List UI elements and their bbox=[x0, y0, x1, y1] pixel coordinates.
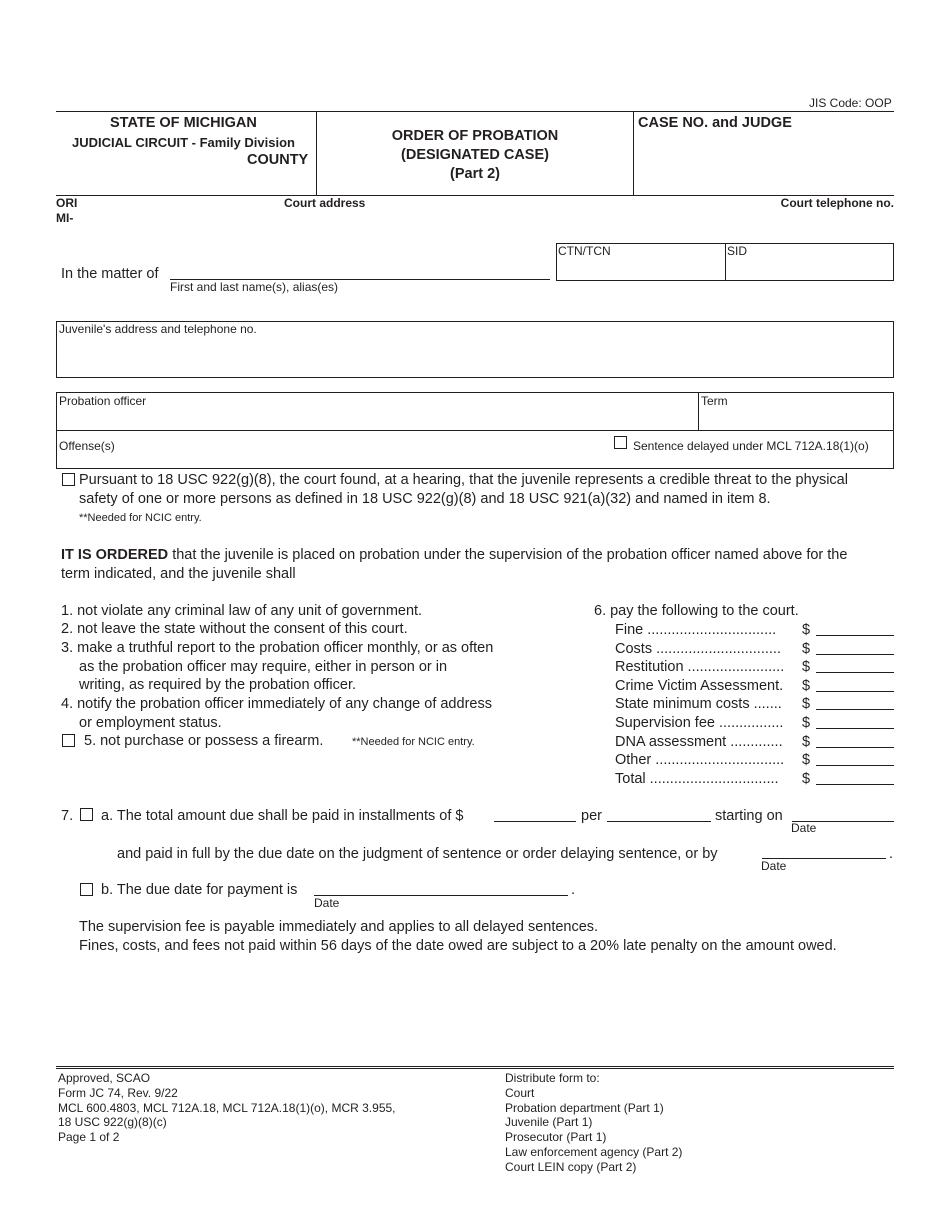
firearm-finding-line1: Pursuant to 18 USC 922(g)(8), the court found, at a hearing, that the juvenile represents a credible threat to the physical bbox=[79, 472, 848, 488]
payment-amount-field[interactable] bbox=[816, 784, 894, 785]
payment-currency: $ bbox=[802, 733, 811, 750]
header-bottom-rule bbox=[56, 195, 894, 196]
distribute-prosecutor: Prosecutor (Part 1) bbox=[505, 1130, 607, 1145]
payment-label: Supervision fee ................ bbox=[615, 715, 784, 731]
distribute-probation: Probation department (Part 1) bbox=[505, 1100, 664, 1115]
payment-amount-field[interactable] bbox=[816, 635, 894, 636]
payments-heading: 6. pay the following to the court. bbox=[594, 603, 799, 619]
payment-label: Fine ................................ bbox=[615, 622, 777, 638]
ctn-tcn-field[interactable] bbox=[558, 258, 723, 278]
footer-page: Page 1 of 2 bbox=[58, 1130, 120, 1145]
probation-officer-field[interactable] bbox=[60, 408, 694, 428]
late-penalty-note: Fines, costs, and fees not paid within 56 days of the date owed are subject to a 20% late penalty on the amount owed. bbox=[79, 938, 837, 954]
ctn-tcn-label: CTN/TCN bbox=[558, 244, 611, 258]
form-title-line1: ORDER OF PROBATION bbox=[391, 128, 559, 144]
payment-currency: $ bbox=[802, 715, 811, 731]
officer-offense-divider bbox=[56, 430, 894, 431]
footer-rule-1 bbox=[56, 1066, 894, 1067]
payment-label: State minimum costs ....... bbox=[615, 696, 782, 713]
footer-mcl: MCL 600.4803, MCL 712A.18, MCL 712A.18(1)(o), MCR 3.955, bbox=[58, 1100, 396, 1115]
payment-amount-field[interactable] bbox=[816, 672, 894, 673]
payment-label: Costs ............................... bbox=[615, 640, 781, 657]
officer-term-divider bbox=[698, 392, 699, 430]
court-telephone-label: Court telephone no. bbox=[780, 196, 894, 210]
jis-code: JIS Code: OOP bbox=[809, 96, 892, 110]
condition-2: 2. not leave the state without the consent of this court. bbox=[61, 621, 408, 637]
paid-full-period: . bbox=[889, 846, 894, 862]
juvenile-address-label: Juvenile's address and telephone no. bbox=[59, 322, 257, 336]
footer-usc: 18 USC 922(g)(8)(c) bbox=[58, 1115, 167, 1130]
payment-amount-field[interactable] bbox=[816, 747, 894, 748]
county-label: COUNTY bbox=[247, 152, 309, 168]
per-label: per bbox=[581, 808, 602, 824]
footer-approved: Approved, SCAO bbox=[58, 1071, 151, 1085]
distribute-juvenile: Juvenile (Part 1) bbox=[505, 1115, 593, 1130]
firearm-condition-checkbox[interactable] bbox=[62, 734, 75, 747]
due-date-field[interactable] bbox=[314, 895, 568, 896]
payment-label: Other ................................ bbox=[615, 752, 785, 769]
starting-on-label: starting on bbox=[715, 808, 783, 824]
due-date-period: . bbox=[571, 882, 576, 898]
payment-label: Crime Victim Assessment. bbox=[615, 677, 784, 694]
distribute-heading: Distribute form to: bbox=[505, 1071, 600, 1085]
case-no-label: CASE NO. and JUDGE bbox=[638, 115, 792, 131]
supervision-fee-note: The supervision fee is payable immediately and applies to all delayed sentences. bbox=[79, 919, 599, 935]
paid-in-full-text: and paid in full by the due date on the judgment of sentence or order delaying sentence, or by bbox=[117, 846, 718, 862]
firearm-finding-checkbox[interactable] bbox=[62, 473, 75, 486]
condition-5-note: **Needed for NCIC entry. bbox=[352, 736, 475, 748]
payment-amount-field[interactable] bbox=[816, 654, 894, 655]
condition-3-line1: 3. make a truthful report to the probation officer monthly, or as often bbox=[61, 640, 494, 656]
mi-label: MI- bbox=[56, 211, 74, 225]
item-7-number: 7. bbox=[61, 808, 74, 824]
paid-full-date-caption: Date bbox=[761, 859, 787, 873]
ori-label: ORI bbox=[56, 196, 78, 210]
distribute-court: Court bbox=[505, 1085, 535, 1100]
payment-label: Restitution ........................ bbox=[615, 659, 785, 676]
term-label: Term bbox=[701, 394, 728, 408]
term-field[interactable] bbox=[701, 408, 891, 428]
header-divider-1 bbox=[316, 111, 317, 196]
condition-4-line2: or employment status. bbox=[79, 715, 222, 731]
sentence-delayed-checkbox[interactable] bbox=[614, 436, 627, 449]
case-no-field[interactable] bbox=[640, 140, 890, 190]
condition-5: 5. not purchase or possess a firearm. bbox=[84, 733, 324, 749]
payment-currency: $ bbox=[802, 770, 811, 787]
starting-date-caption: Date bbox=[791, 821, 817, 835]
payment-currency: $ bbox=[802, 696, 811, 713]
payment-currency: $ bbox=[802, 677, 811, 694]
payment-currency: $ bbox=[802, 659, 811, 676]
order-line1-rest: that the juvenile is placed on probation under the supervision of the probation officer named above for the bbox=[172, 547, 848, 563]
payment-amount-field[interactable] bbox=[816, 728, 894, 729]
circuit-name: JUDICIAL CIRCUIT - Family Division bbox=[72, 135, 295, 150]
offenses-label: Offense(s) bbox=[59, 439, 115, 453]
due-date-text: b. The due date for payment is bbox=[101, 882, 298, 898]
distribute-lein: Court LEIN copy (Part 2) bbox=[505, 1159, 637, 1174]
footer-form-number: Form JC 74, Rev. 9/22 bbox=[58, 1085, 178, 1100]
condition-3-line2: as the probation officer may require, either in person or in bbox=[79, 659, 448, 675]
firearm-finding-line2: safety of one or more persons as defined in 18 USC 922(g)(8) and 18 USC 921(a)(32) and named in item 8. bbox=[79, 491, 771, 507]
payment-amount-field[interactable] bbox=[816, 709, 894, 710]
form-title bbox=[318, 127, 632, 184]
probation-officer-label: Probation officer bbox=[59, 394, 147, 408]
installment-amount-field[interactable] bbox=[494, 821, 576, 822]
payment-label: DNA assessment ............. bbox=[615, 733, 783, 750]
it-is-ordered: IT IS ORDERED bbox=[61, 547, 169, 563]
payment-currency: $ bbox=[802, 640, 811, 657]
in-the-matter-of-label: In the matter of bbox=[61, 266, 159, 282]
court-address-label: Court address bbox=[284, 196, 366, 210]
order-line1 bbox=[61, 547, 847, 563]
due-date-caption: Date bbox=[314, 896, 340, 910]
payment-amount-field[interactable] bbox=[816, 691, 894, 692]
installments-checkbox[interactable] bbox=[80, 808, 93, 821]
state-name: STATE OF MICHIGAN bbox=[110, 115, 257, 131]
footer-rule-2 bbox=[56, 1068, 894, 1069]
firearm-finding-note: **Needed for NCIC entry. bbox=[79, 512, 202, 524]
sid-label: SID bbox=[727, 244, 748, 258]
form-title-line2: (DESIGNATED CASE) bbox=[401, 147, 549, 163]
payment-currency: $ bbox=[802, 622, 811, 638]
sid-field[interactable] bbox=[727, 258, 891, 278]
payment-amount-field[interactable] bbox=[816, 765, 894, 766]
footer-left bbox=[58, 1071, 396, 1145]
header-divider-2 bbox=[633, 111, 634, 196]
payment-currency: $ bbox=[802, 752, 811, 769]
due-date-checkbox[interactable] bbox=[80, 883, 93, 896]
footer-distribution bbox=[505, 1071, 682, 1175]
condition-4-line1: 4. notify the probation officer immediately of any change of address bbox=[61, 696, 492, 712]
installments-text: a. The total amount due shall be paid in installments of $ bbox=[101, 808, 464, 824]
distribute-law-enforcement: Law enforcement agency (Part 2) bbox=[505, 1144, 683, 1159]
header-top-rule bbox=[56, 111, 894, 112]
order-line2: term indicated, and the juvenile shall bbox=[61, 566, 296, 582]
name-caption: First and last name(s), alias(es) bbox=[170, 280, 339, 294]
condition-1: 1. not violate any criminal law of any unit of government. bbox=[61, 603, 423, 619]
offenses-field[interactable] bbox=[60, 452, 600, 467]
ctn-sid-divider bbox=[725, 243, 726, 281]
condition-3-line3: writing, as required by the probation officer. bbox=[79, 677, 357, 693]
payment-label: Total ................................ bbox=[615, 770, 779, 787]
sentence-delayed-label: Sentence delayed under MCL 712A.18(1)(o) bbox=[633, 439, 869, 453]
installment-period-field[interactable] bbox=[607, 821, 711, 822]
form-title-line3: (Part 2) bbox=[450, 166, 500, 182]
